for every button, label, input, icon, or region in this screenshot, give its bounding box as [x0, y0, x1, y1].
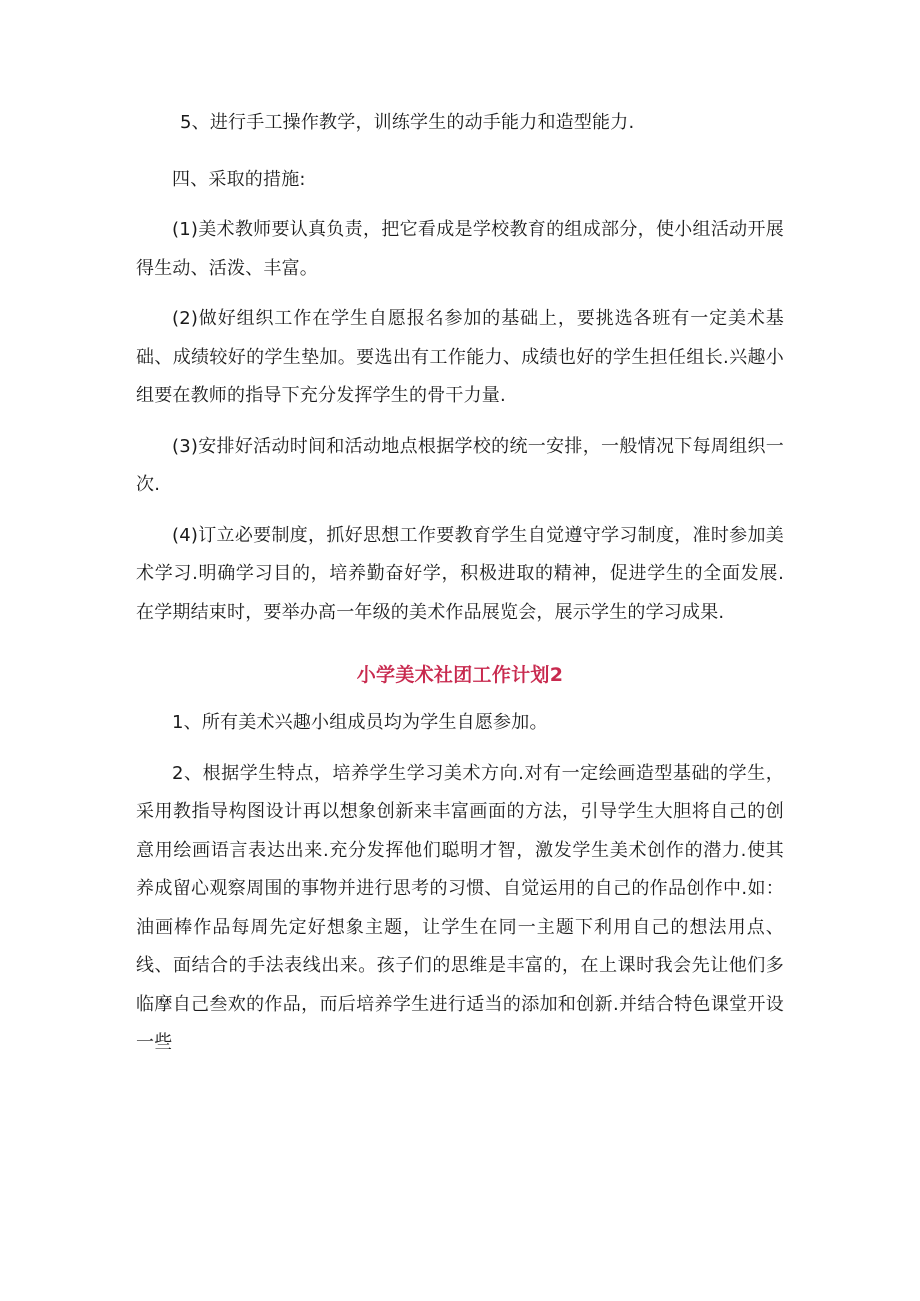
- paragraph-plan-1: 1、所有美术兴趣小组成员均为学生自愿参加。: [172, 712, 548, 733]
- paragraph-measure-3: (3)安排好活动时间和活动地点根据学校的统一安排，一般情况下每周组织一次.: [136, 435, 784, 495]
- paragraph-measure-1: (1)美术教师要认真负责，把它看成是学校教育的组成部分，使小组活动开展得生动、活泼、丰富。: [136, 219, 784, 279]
- paragraph-measure-2: (2)做好组织工作在学生自愿报名参加的基础上，要挑选各班有一定美术基础、成绩较好的学生垫加。要选出有工作能力、成绩也好的学生担任组长.兴趣小组要在教师的指导下充分发挥学生的骨干力量.: [136, 308, 784, 406]
- section-title: 小学美术社团工作计划2: [356, 664, 564, 686]
- paragraph-item-5: 5、进行手工操作教学，训练学生的动手能力和造型能力.: [180, 112, 635, 133]
- section-heading-measures: 四、采取的措施:: [172, 168, 306, 190]
- paragraph-plan-2: 2、根据学生特点，培养学生学习美术方向.对有一定绘画造型基础的学生，采用教指导构图设计再以想象创新来丰富画面的方法，引导学生大胆将自己的创意用绘画语言表达出来.充分发挥他们聪明才智，激发学生美术创作的潜力.使其养成留心观察周围的事物并进行思考的习惯、自觉运用的自己的作品创作中.如：油画棒作品每周先定好想象主题，让学生在同一主题下利用自己的想法用点、线、面结合的手法表线出来。孩子们的思维是丰富的，在上课时我会先让他们多临摩自己叁欢的作品，而后培养学生进行适当的添加和创新.并结合特色课堂开设一些: [136, 762, 784, 1053]
- paragraph-measure-4: (4)订立必要制度，抓好思想工作要教育学生自觉遵守学习制度，准时参加美术学习.明确学习目的，培养勤奋好学，积极进取的精神，促进学生的全面发展.在学期结束时，要举办高一年级的美术作品展览会，展示学生的学习成果.: [136, 524, 784, 623]
- document-body: [136, 104, 784, 1063]
